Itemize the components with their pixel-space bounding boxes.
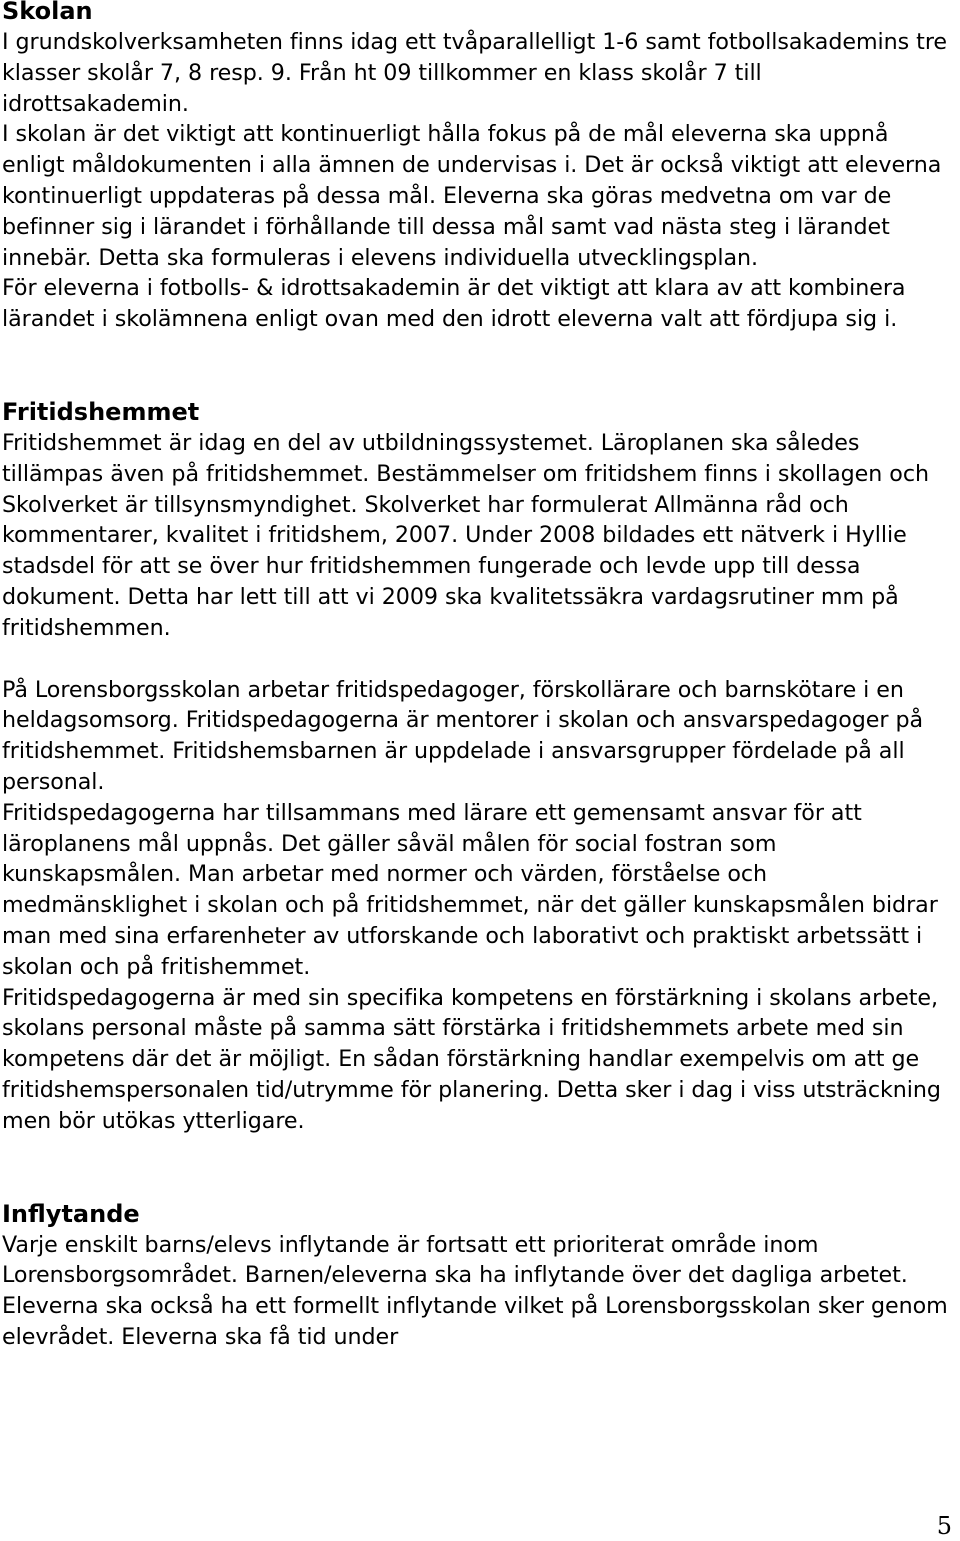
paragraph: I grundskolverksamheten finns idag ett tvåparallelligt 1-6 samt fotbollsakademins tre klasser skolår 7, 8 resp. 9. Från ht 09 tillkommer en klass skolår 7 till idrottsakademin.: [2, 29, 948, 117]
paragraph: För eleverna i fotbolls- & idrottsakademin är det viktigt att klara av att kombinera lärandet i skolämnena enligt ovan med den idrott eleverna valt att fördjupa sig i.: [2, 275, 906, 333]
document-page: [2, 0, 952, 1353]
paragraph: Fritidspedagogerna är med sin specifika kompetens en förstärkning i skolans arbete, skolans personal måste på samma sätt förstärka i fritidshemmets arbete med sin kompetens där det är möjligt. En sådan förstärkning handlar exempelvis om att ge fritidshemspersonalen tid/utrymme för planering. Detta sker i dag i viss utsträckning men bör utökas ytterligare.: [2, 984, 941, 1134]
paragraph: Varje enskilt barns/elevs inflytande är fortsatt ett prioriterat område inom Lorensborgsområdet. Barnen/eleverna ska ha inflytande över det dagliga arbetet. Eleverna ska också ha ett formellt inflytande vilket på Lorensborgsskolan sker genom elevrådet. Eleverna ska få tid under: [2, 1231, 948, 1350]
section-heading: Skolan: [2, 0, 93, 25]
paragraph: På Lorensborgsskolan arbetar fritidspedagoger, förskollärare och barnskötare i en heldagsomsorg. Fritidspedagogerna är mentorer i skolan och ansvarspedagoger på fritidshemmet. Fritidshemsbarnen är uppdelade i ansvarsgrupper fördelade på all personal.: [2, 676, 924, 795]
paragraph: I skolan är det viktigt att kontinuerligt hålla fokus på de mål eleverna ska uppnå enligt måldokumenten i alla ämnen de undervisas i. Det är också viktigt att eleverna kontinuerligt uppdateras på dessa mål. Eleverna ska göras medvetna om var de befinner sig i lärandet i förhållande till dessa mål samt vad nästa steg i lärandet innebär. Detta ska formuleras i elevens individuella utvecklingsplan.: [2, 121, 942, 271]
section-skolan: [2, 0, 952, 335]
section-inflytande: [2, 1199, 952, 1353]
section-spacer: [2, 335, 952, 397]
page-number: 5: [936, 1512, 952, 1540]
paragraph: Fritidspedagogerna har tillsammans med lärare ett gemensamt ansvar för att läroplanens mål uppnås. Det gäller såväl målen för social fostran som kunskapsmålen. Man arbetar med normer och värden, förståelse och medmänsklighet i skolan och på fritidshemmet, när det gäller kunskapsmålen bidrar man med sina erfarenheter av utforskande och laborativt och praktiskt arbetssätt i skolan och på fritishemmet.: [2, 799, 938, 980]
section-fritidshemmet: [2, 397, 952, 1137]
paragraph-spacer: [2, 644, 952, 675]
paragraph: Fritidshemmet är idag en del av utbildningssystemet. Läroplanen ska således tillämpas även på fritidshemmet. Bestämmelser om fritidshem finns i skollagen och Skolverket är tillsynsmyndighet. Skolverket har formulerat Allmänna råd och kommentarer, kvalitet i fritidshem, 2007. Under 2008 bildades ett nätverk i Hyllie stadsdel för att se över hur fritidshemmen fungerade och levde upp till dessa dokument. Detta har lett till att vi 2009 ska kvalitetssäkra vardagsrutiner mm på fritidshemmen.: [2, 429, 929, 641]
section-heading: Fritidshemmet: [2, 397, 200, 426]
section-heading: Inflytande: [2, 1199, 140, 1228]
section-spacer: [2, 1137, 952, 1199]
